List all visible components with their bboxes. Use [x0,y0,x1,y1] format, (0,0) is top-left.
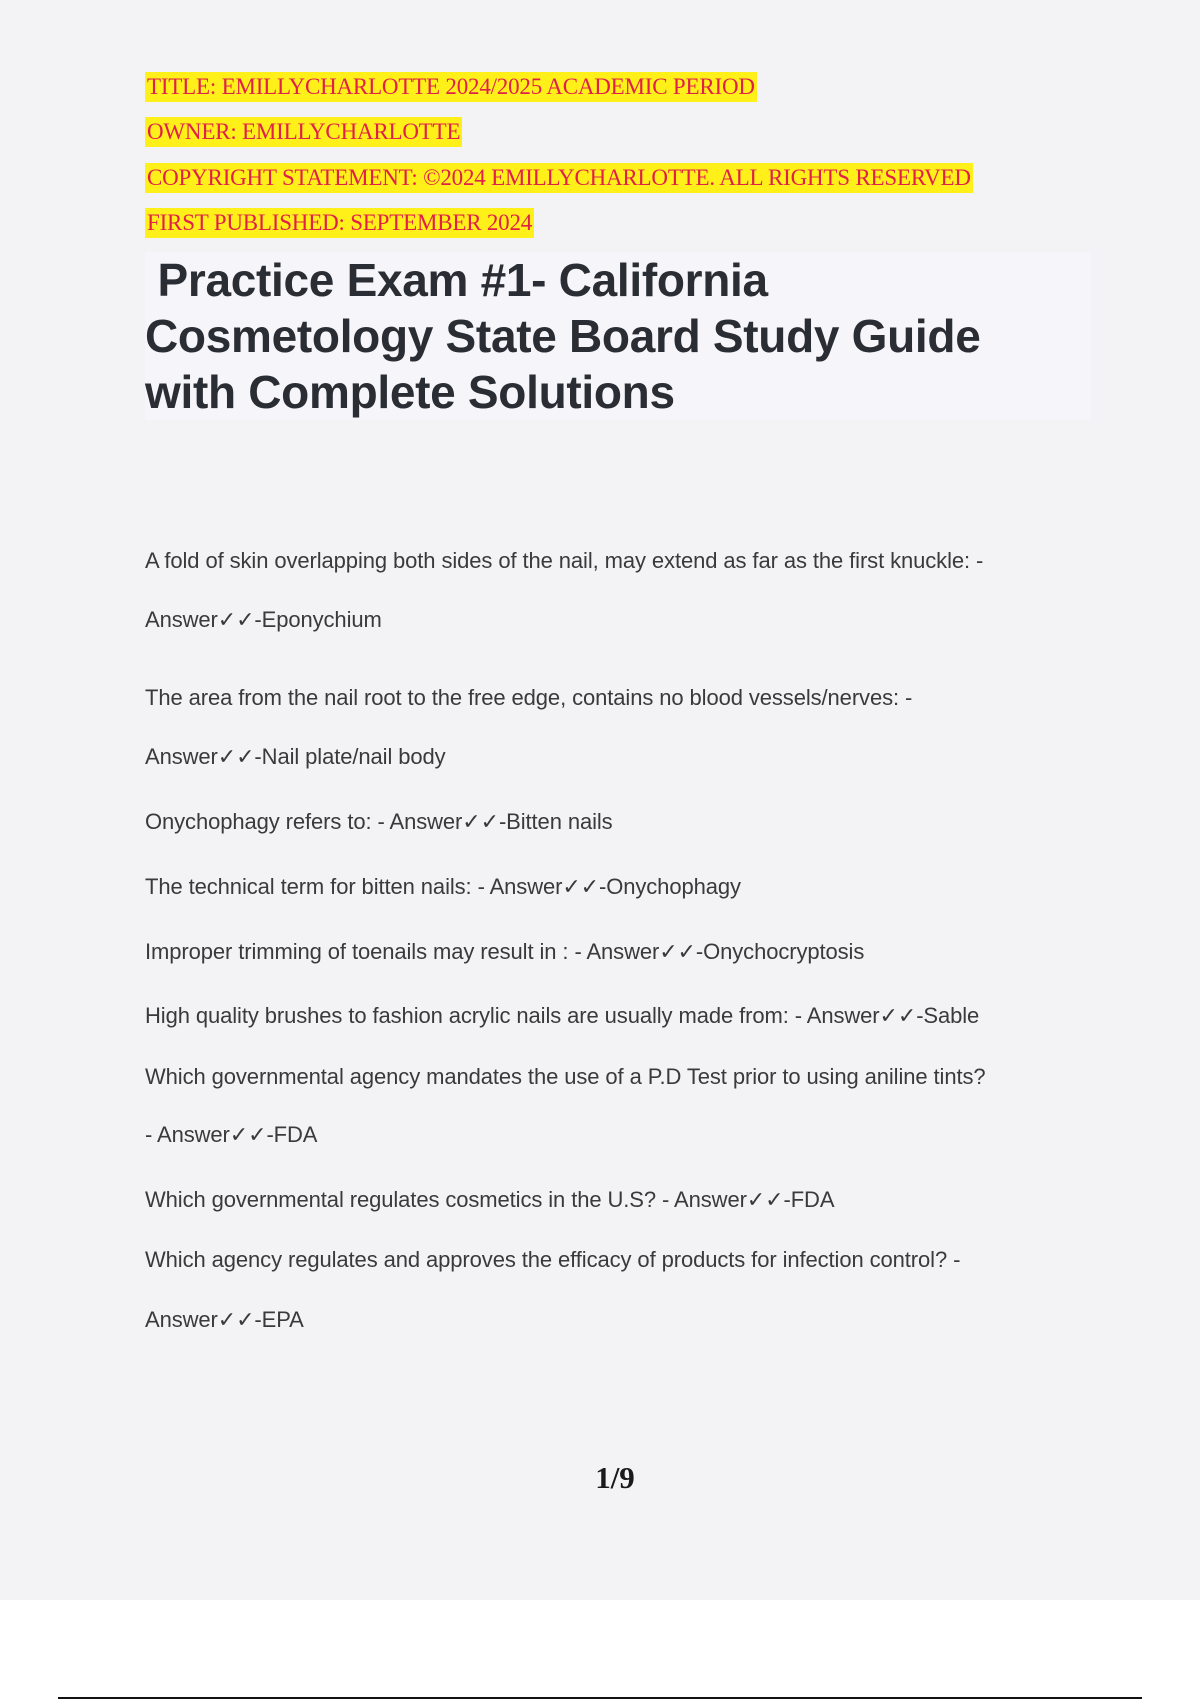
question-line: Which governmental agency mandates the use of a P.D Test prior to using aniline tints? [145,1064,986,1089]
question-answer-line: Which governmental regulates cosmetics in the U.S? - Answer✓✓-FDA [145,1187,835,1212]
title-line-1: Practice Exam #1- California [145,254,768,306]
answer-line: Answer✓✓-EPA [145,1307,304,1332]
meta-owner-line: OWNER: EMILLYCHARLOTTE [145,117,462,147]
meta-title-line: TITLE: EMILLYCHARLOTTE 2024/2025 ACADEMIC PERIOD [145,72,757,102]
meta-copyright-line: COPYRIGHT STATEMENT: ©2024 EMILLYCHARLOTTE. ALL RIGHTS RESERVED [145,163,973,193]
page-divider [58,1697,1142,1699]
answer-line: - Answer✓✓-FDA [145,1122,318,1147]
document-title [145,252,1091,420]
answer-line: Answer✓✓-Nail plate/nail body [145,744,446,769]
question-answer-line: The technical term for bitten nails: - Answer✓✓-Onychophagy [145,874,741,899]
title-line-3: with Complete Solutions [145,366,675,418]
title-line-2: Cosmetology State Board Study Guide [145,310,981,362]
question-answer-line: High quality brushes to fashion acrylic nails are usually made from: - Answer✓✓-Sable [145,1003,980,1028]
question-line: The area from the nail root to the free edge, contains no blood vessels/nerves: - [145,685,913,710]
question-answer-line: Improper trimming of toenails may result in : - Answer✓✓-Onychocryptosis [145,939,865,964]
document-title-box [145,252,1091,420]
question-line: A fold of skin overlapping both sides of the nail, may extend as far as the first knuckle: - [145,548,984,573]
meta-published-line: FIRST PUBLISHED: SEPTEMBER 2024 [145,208,534,238]
question-answer-line: Onychophagy refers to: - Answer✓✓-Bitten nails [145,809,613,834]
question-line: Which agency regulates and approves the efficacy of products for infection control? - [145,1247,961,1272]
answer-line: Answer✓✓-Eponychium [145,607,382,632]
page-number: 1/9 [595,1460,635,1495]
